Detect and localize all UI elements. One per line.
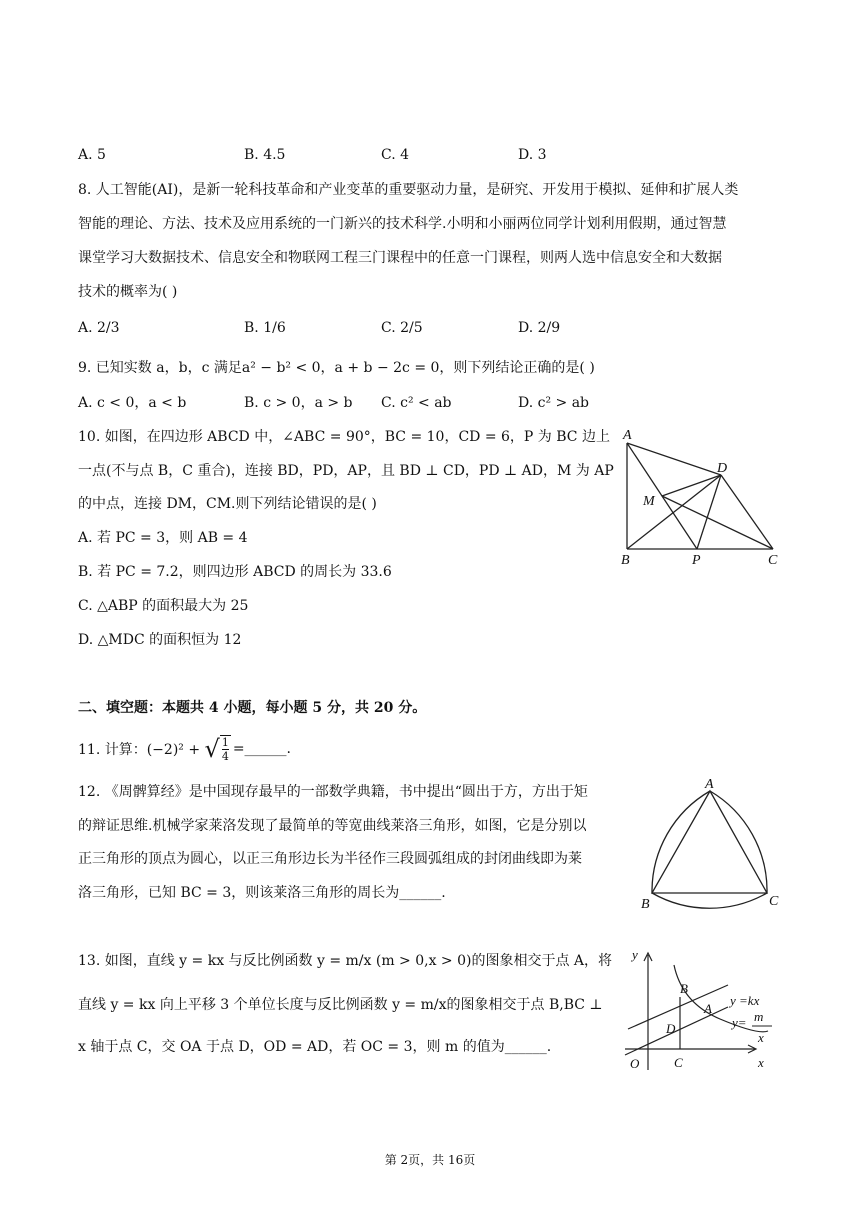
q13-label-o: O xyxy=(630,1056,640,1071)
q13-line-label: y =kx xyxy=(730,993,760,1008)
q12-line-3: 正三角形的顶点为圆心，以正三角形边长为半径作三段圆弧组成的封闭曲线即为莱 xyxy=(78,851,582,867)
q10-option-a: A. 若 PC = 3，则 AB = 4 xyxy=(78,530,248,546)
q13-label-c: C xyxy=(674,1055,683,1070)
q9-option-b: B. c > 0，a > b xyxy=(244,395,353,411)
q7-option-a: A. 5 xyxy=(78,147,106,163)
q13-graph-figure xyxy=(620,945,795,1075)
q8-line-1: 8. 人工智能(AI)，是新一轮科技革命和产业变革的重要驱动力量，是研究、开发用于模拟、延伸和扩展人类 xyxy=(78,182,739,198)
q7-option-c: C. 4 xyxy=(381,147,410,163)
q12-reuleaux-figure xyxy=(635,775,795,915)
q10-label-b: B xyxy=(621,553,630,568)
q12-line-1: 12. 《周髀算经》是中国现存最早的一部数学典籍，书中提出“圆出于方，方出于矩 xyxy=(78,784,588,800)
q12-label-c: C xyxy=(769,894,779,909)
line-shifted xyxy=(628,985,728,1029)
q8-line-3: 课堂学习大数据技术、信息安全和物联网工程三门课程中的任意一门课程，则两人选中信息安全和大数据 xyxy=(78,250,722,266)
q7-option-d: D. 3 xyxy=(518,147,547,163)
q10-line-1: 10. 如图，在四边形 ABCD 中，∠ABC = 90°，BC = 10，CD = 6，P 为 BC 边上 xyxy=(78,429,610,445)
q13-line-3: x 轴于点 C，交 OA 于点 D，OD = AD，若 OC = 3，则 m 的值为______. xyxy=(78,1039,552,1055)
q13-curve-den: x xyxy=(758,1030,764,1045)
q11-text-after: =______. xyxy=(232,741,292,757)
q10-label-m: M xyxy=(643,494,655,509)
q12-line-4: 洛三角形，已知 BC = 3，则该莱洛三角形的周长为______. xyxy=(78,885,446,901)
q13-label-y: y xyxy=(632,947,638,962)
q8-option-a: A. 2/3 xyxy=(78,320,120,336)
q13-label-d: D xyxy=(666,1021,676,1036)
q10-line-2: 一点(不与点 B，C 重合)，连接 BD，PD，AP，且 BD ⊥ CD，PD ⊥ AD，M 为 AP xyxy=(78,463,614,479)
q10-label-d: D xyxy=(717,461,728,476)
q9-option-d: D. c² > ab xyxy=(518,395,590,411)
q9-line-1: 9. 已知实数 a，b，c 满足a² − b² < 0，a + b − 2c = 0，则下列结论正确的是( ) xyxy=(78,360,595,376)
q13-curve-label: y= xyxy=(732,1015,747,1030)
q13-label-b: B xyxy=(680,981,688,996)
q12-line-2: 的辩证思维.机械学家莱洛发现了最简单的等宽曲线莱洛三角形，如图，它是分别以 xyxy=(78,818,587,834)
q13-line-2: 直线 y = kx 向上平移 3 个单位长度与反比例函数 y = m/x的图象相交于点 B,BC ⊥ xyxy=(78,997,603,1013)
q8-option-b: B. 1/6 xyxy=(244,320,286,336)
q10-label-c: C xyxy=(768,553,778,568)
q10-line-3: 的中点，连接 DM，CM.则下列结论错误的是( ) xyxy=(78,496,377,512)
q8-line-2: 智能的理论、方法、技术及应用系统的一门新兴的技术科学.小明和小丽两位同学计划利用假期，通过智慧 xyxy=(78,216,727,232)
q11-text-before: 11. 计算：(−2)² + xyxy=(78,742,205,758)
q11-sqrt-num: 1 xyxy=(221,736,229,749)
q11-line xyxy=(78,735,291,775)
q10-label-p: P xyxy=(692,553,701,568)
q10-label-a: A xyxy=(623,428,632,443)
q8-option-c: C. 2/5 xyxy=(381,320,423,336)
q10-option-b: B. 若 PC = 7.2，则四边形 ABCD 的周长为 33.6 xyxy=(78,564,392,580)
q12-label-a: A xyxy=(705,777,714,792)
q10-quadrilateral-figure xyxy=(615,425,790,570)
q13-curve-num: m xyxy=(754,1009,764,1024)
q10-option-d: D. △MDC 的面积恒为 12 xyxy=(78,632,242,648)
q12-label-b: B xyxy=(641,897,650,912)
page-footer: 第 2页，共 16页 xyxy=(384,1153,476,1167)
q11-fraction xyxy=(220,735,231,763)
q13-label-a: A xyxy=(704,1001,712,1016)
sqrt-symbol: √ xyxy=(204,735,220,763)
q13-label-x: x xyxy=(758,1055,764,1070)
line-y-kx xyxy=(625,1007,728,1055)
q7-option-b: B. 4.5 xyxy=(244,147,286,163)
q9-option-c: C. c² < ab xyxy=(381,395,452,411)
q10-option-c: C. △ABP 的面积最大为 25 xyxy=(78,598,249,614)
q9-option-a: A. c < 0，a < b xyxy=(78,395,187,411)
section-2-title: 二、填空题：本题共 4 小题，每小题 5 分，共 20 分。 xyxy=(78,700,427,716)
q8-option-d: D. 2/9 xyxy=(518,320,561,336)
q11-sqrt-den: 4 xyxy=(221,750,229,763)
q8-line-4: 技术的概率为( ) xyxy=(78,284,178,300)
q13-line-1: 13. 如图，直线 y = kx 与反比例函数 y = m/x (m > 0,x > 0)的图象相交于点 A，将 xyxy=(78,953,613,969)
